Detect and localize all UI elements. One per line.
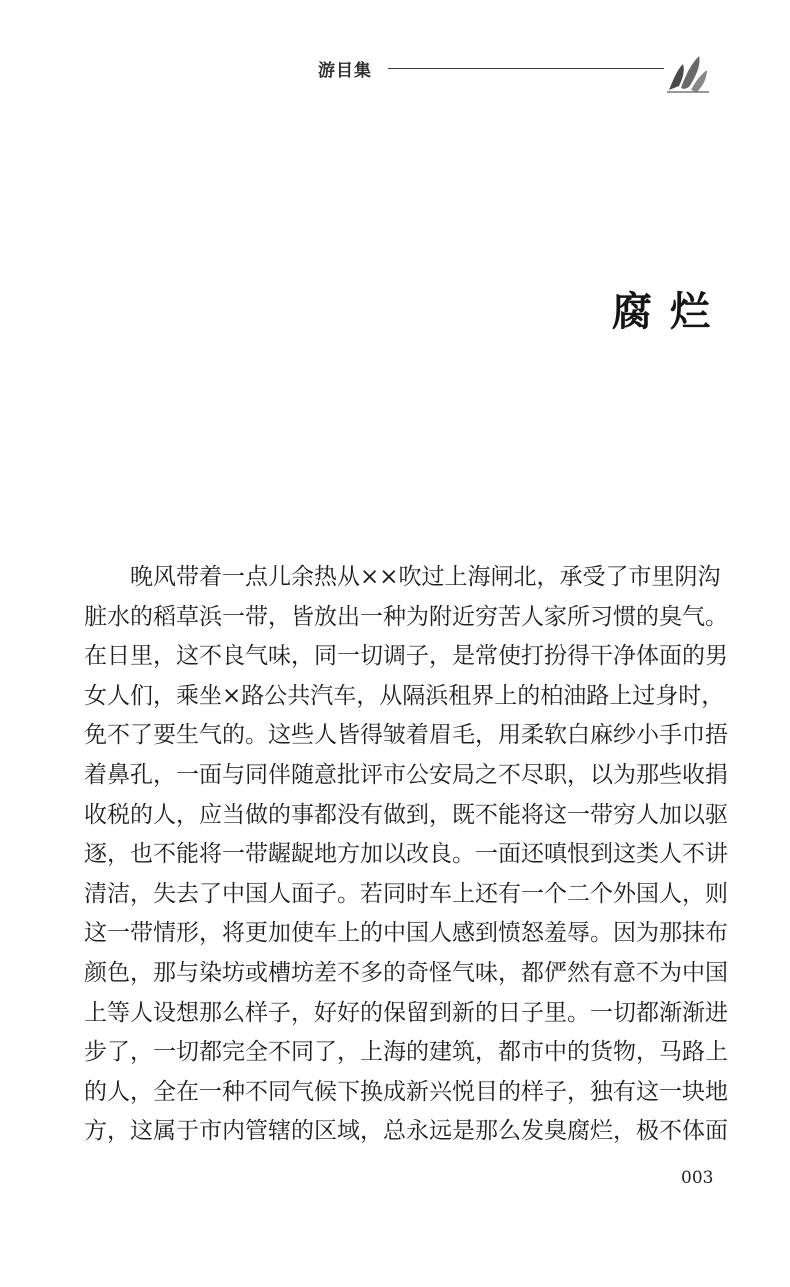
header-rule — [388, 68, 664, 69]
text-line: 在日里，这不良气味，同一切调子，是常使打扮得干净体面的男 — [84, 643, 728, 670]
text-line: 清洁，失去了中国人面子。若同时车上还有一个二个外国人，则 — [84, 880, 728, 907]
text-line: 女人们，乘坐×路公共汽车，从隔浜租界上的柏油路上过身时， — [84, 682, 725, 709]
running-header — [318, 50, 738, 100]
body-text — [84, 558, 728, 1152]
chapter-title: 腐烂 — [612, 289, 728, 335]
ink-ornament-icon — [663, 50, 713, 96]
text-line: 晚风带着一点儿余热从××吹过上海闸北，承受了市里阴沟 — [84, 564, 721, 590]
text-line: 方，这属于市内管辖的区域，总永远是那么发臭腐烂，极不体面 — [84, 1118, 728, 1145]
text-line: 着鼻孔，一面与同伴随意批评市公安局之不尽职，以为那些收捐 — [84, 761, 728, 788]
text-line: 这一带情形，将更加使车上的中国人感到愤怒羞辱。因为那抹布 — [84, 920, 728, 947]
text-line: 脏水的稻草浜一带，皆放出一种为附近穷苦人家所习惯的臭气。 — [84, 603, 728, 630]
text-line: 的人，全在一种不同气候下换成新兴悦目的样子，独有这一块地 — [84, 1078, 728, 1105]
text-line: 收税的人，应当做的事都没有做到，既不能将这一带穷人加以驱 — [84, 801, 728, 828]
text-line: 颜色，那与染坊或槽坊差不多的奇怪气味，都俨然有意不为中国 — [84, 959, 728, 986]
text-line: 免不了要生气的。这些人皆得皱着眉毛，用柔软白麻纱小手巾捂 — [84, 722, 728, 749]
text-line: 逐，也不能将一带龌龊地方加以改良。一面还嗔恨到这类人不讲 — [84, 841, 728, 868]
text-line: 上等人设想那么样子，好好的保留到新的日子里。一切都渐渐进 — [84, 999, 728, 1026]
book-title: 游目集 — [318, 61, 372, 81]
text-line: 步了，一切都完全不同了，上海的建筑，都市中的货物，马路上 — [84, 1039, 728, 1066]
page-number: 003 — [681, 1168, 714, 1188]
